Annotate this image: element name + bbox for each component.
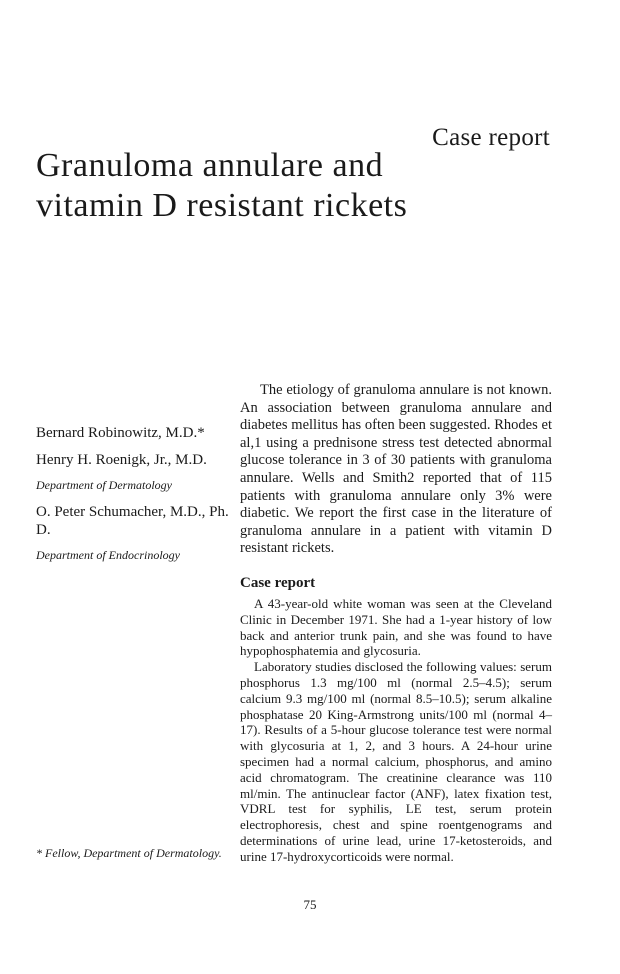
author-name: Henry H. Roenigk, Jr., M.D.	[36, 452, 207, 468]
title-line-1: Granuloma annulare and	[36, 147, 384, 184]
author-affiliation: Department of Endocrinology	[36, 548, 180, 562]
author-block	[36, 424, 236, 573]
author-affiliation: Department of Dermatology	[36, 478, 172, 492]
author-footnote: * Fellow, Department of Dermatology.	[36, 846, 222, 860]
case-report-body	[240, 596, 552, 865]
intro-paragraph: The etiology of granuloma annulare is not known. An association between granuloma annulare and diabetes mellitus has often been suggested. Rhodes et al,1 using a prednisone stress test detected abnormal glucose tolerance in 3 of 30 patients with granuloma annulare. Wells and Smith2 reported that of 115 patients with granuloma annulare only 3% were diabetic. We report the first case in the literature of granuloma annulare in a patient with vitamin D resistant rickets.	[240, 382, 552, 557]
case-report-heading: Case report	[240, 575, 316, 591]
author-name: Bernard Robinowitz, M.D.*	[36, 425, 205, 441]
case-paragraph: Laboratory studies disclosed the following values: serum phosphorus 1.3 mg/100 ml (normal 2.5–4.5); serum calcium 9.3 mg/100 ml (normal 8.5–10.5); serum alkaline phosphatase 20 King-Armstrong units/100 ml (normal 4–17). Results of a 5-hour glucose tolerance test were normal with glycosuria at 1, 2, and 3 hours. A 24-hour urine specimen had a normal calcium, phosphorus, and amino acid chromatogram. The creatinine clearance was 110 ml/min. The antinuclear factor (ANF), latex fixation test, VDRL test for syphilis, LE test, serum protein electrophoresis, chest and spine roentgenograms and determinations of urine lead, urine 17-ketosteroids, and urine 17-hydroxycorticoids were normal.	[240, 659, 552, 864]
case-paragraph: A 43-year-old white woman was seen at the Cleveland Clinic in December 1971. She had a 1-year history of low back and anterior trunk pain, and she was found to have hypophosphatemia and glycosuria.	[240, 596, 552, 659]
page-number: 75	[303, 897, 317, 912]
section-label: Case report	[432, 124, 550, 151]
article-title	[36, 146, 407, 226]
author-name: O. Peter Schumacher, M.D., Ph. D.	[36, 504, 229, 538]
title-line-2: vitamin D resistant rickets	[36, 187, 408, 224]
